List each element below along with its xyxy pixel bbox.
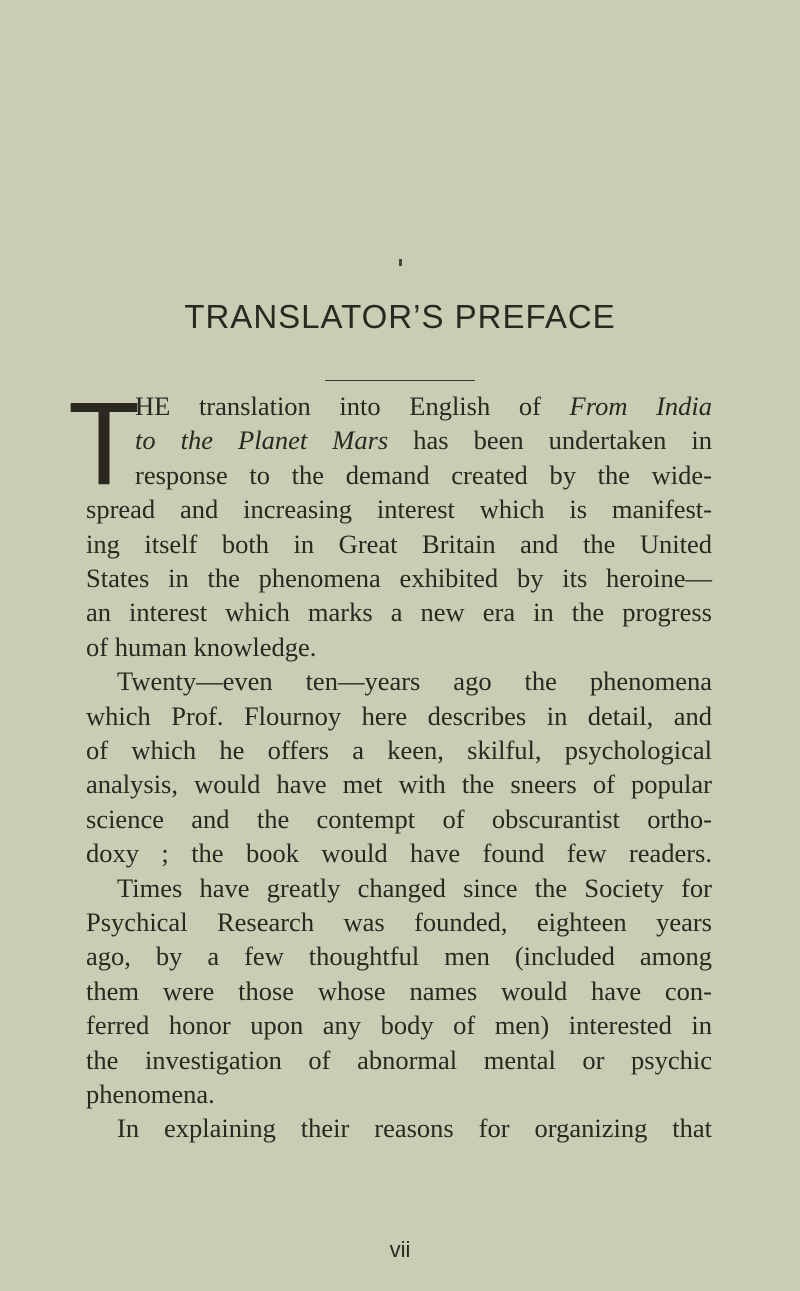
text-segment: ago, by a few thoughtful men (included among (86, 941, 712, 972)
text-segment: ferred honor upon any body of men) interested in (86, 1010, 712, 1041)
text-segment: Twenty—even ten—years ago the phenomena (117, 666, 712, 697)
text-line (86, 836, 712, 870)
page-mark (399, 259, 402, 266)
text-line (86, 939, 712, 973)
text-segment: the investigation of abnormal mental or psychic (86, 1044, 712, 1075)
text-segment: In explaining their reasons for organizing that (117, 1113, 712, 1144)
text-segment: doxy ; the book would have found few readers. (86, 838, 712, 869)
text-segment: States in the phenomena exhibited by its heroine— (86, 563, 712, 593)
text-line (86, 905, 712, 939)
text-segment: spread and increasing interest which is manifest- (86, 494, 712, 525)
text-line (86, 733, 712, 767)
text-line (86, 527, 712, 561)
text-line (86, 1077, 712, 1111)
page-number: vii (389, 1237, 411, 1262)
text-line (86, 1008, 712, 1042)
text-line (135, 389, 712, 423)
text-segment: of human knowledge. (86, 631, 317, 662)
text-segment: of which he offers a keen, skilful, psychological (86, 735, 712, 765)
text-line (135, 423, 712, 457)
text-line (86, 595, 712, 629)
text-segment: ing itself both in Great Britain and the United (86, 528, 712, 559)
text-line (86, 767, 712, 801)
text-line (86, 699, 712, 733)
text-segment: HE translation into English of (135, 391, 570, 421)
text-line (86, 871, 712, 905)
text-line (86, 630, 712, 664)
text-line (135, 458, 712, 492)
text-segment: Times have greatly changed since the Society for (117, 872, 712, 903)
text-segment: analysis, would have met with the sneers of popular (86, 769, 712, 800)
drop-cap: T (68, 378, 141, 510)
text-line (86, 802, 712, 836)
text-segment: science and the contempt of obscurantist ortho- (86, 803, 712, 834)
text-segment: phenomena. (86, 1079, 215, 1109)
text-segment: Psychical Research was founded, eighteen years (86, 907, 712, 937)
text-line (86, 1043, 712, 1077)
text-line (86, 1111, 712, 1145)
title-rule (325, 380, 475, 381)
page-title: TRANSLATOR’S PREFACE (184, 298, 616, 335)
text-line (86, 974, 712, 1008)
text-line (86, 492, 712, 526)
text-line (86, 664, 712, 698)
text-segment: which Prof. Flournoy here describes in detail, and (86, 700, 712, 731)
text-segment: has been undertaken in (388, 425, 712, 456)
text-segment: response to the demand created by the wide- (135, 459, 712, 490)
text-line (86, 561, 712, 595)
italic-title: From India (569, 391, 713, 421)
italic-title: to the Planet Mars (135, 425, 389, 456)
text-segment: an interest which marks a new era in the progress (86, 597, 712, 628)
text-segment: them were those whose names would have con- (86, 975, 712, 1006)
